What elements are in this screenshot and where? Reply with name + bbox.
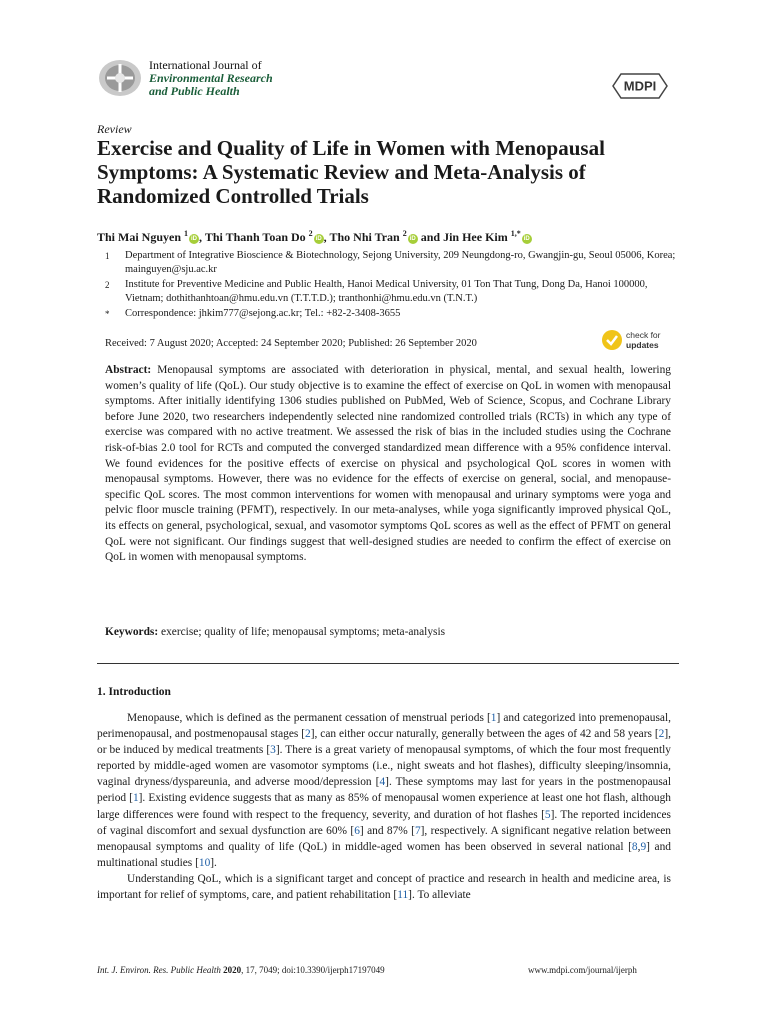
author-name[interactable]: Thi Thanh Toan Do [204, 230, 306, 244]
body-text: ], or be induced by medical treatments [ [97, 728, 672, 757]
correspondence [97, 307, 677, 321]
body-text: ]. There is a great variety of menopausal symptoms, of which the four most frequently reported by middle-aged women are vasomotor symptoms (i.e., night sweats and hot flashes), difficulty sleeping/insomnia, vaginal dryness/dyspareunia, and adverse mood/depression [ [97, 744, 671, 789]
check-for-updates-button[interactable] [600, 327, 672, 353]
section-divider [97, 663, 679, 664]
check-updates-line2: updates [626, 340, 659, 350]
abstract-text: Menopausal symptoms are associated with deterioration in physical, mental, and sexual health, lowering women’s quality of life (QoL). Our study objective is to examine the effect of exercise on QoL in women with menopausal symptoms. After initially identifying 1306 studies published on PubMed, Web of Science, Scopus, and Cochrane Library before June 2020, two researchers independently selected nine randomized controlled trials (RCTs) in which any type of exercise was compared with no active treatment. We assessed the risk of bias in the included studies using the Cochrane risk-of-bias 2.0 tool for RCTs and computed the converged standardized mean difference with a 95% confidence interval. We found evidences for the positive effects of exercise on physical and psychological QoL scores in women with menopausal symptoms. However, there was no evidence for the effects of exercise on general, social, and menopause-specific QoL scores. The most common interventions for women with menopausal and urinary symptoms were yoga and pelvic floor muscle training (PFMT), respectively. In our meta-analyses, while yoga significantly improved physical QoL, its effects on general, psychological, sexual, and vasomotor symptoms QoL scores as well as the effect of PFMT on general QoL were not significant. Our findings suggest that well-designed studies are needed to confirm the effect of exercise on QoL in women with menopausal symptoms. [105, 364, 671, 564]
footer-citation [97, 965, 385, 975]
introduction-paragraph-1 [97, 710, 671, 871]
citation-link[interactable]: 1 [490, 712, 497, 724]
author-name[interactable]: Tho Nhi Tran [329, 230, 400, 244]
citation-link[interactable]: 6 [354, 824, 360, 837]
body-text: ]. To alleviate [408, 889, 471, 902]
check-updates-line1: check for [626, 330, 661, 340]
publication-dates: Received: 7 August 2020; Accepted: 24 September 2020; Published: 26 September 2020 [105, 338, 477, 349]
author-name[interactable]: Thi Mai Nguyen [97, 230, 182, 244]
abstract-label: Abstract: [105, 364, 152, 376]
citation-link[interactable]: 4 [379, 776, 386, 789]
citation-link[interactable]: 7 [414, 824, 421, 837]
body-text: ] and multinational studies [ [97, 840, 672, 869]
citation-link[interactable]: 8 [631, 840, 638, 853]
mdpi-logo [611, 71, 669, 101]
citation-link[interactable]: 9 [640, 840, 647, 853]
body-text: ], can either occur naturally, generally between the ages of 42 and 58 years [ [310, 728, 659, 741]
author-affiliation-mark: 2 [402, 229, 407, 238]
body-text: ]. Existing evidence suggests that as many as 85% of menopausal women experience at least one hot flash, although large differences were found with respect to the frequency, severity, and duration of hot flashes [ [97, 792, 671, 821]
affiliation-text: Institute for Preventive Medicine and Public Health, Hanoi Medical University, 01 Ton That Tung, Dong Da, Hanoi 100000, Vietnam; dothithanhtoan@hmu.edu.vn (T.T.T.D.); tranthonhi@hmu.edu.vn (T.N.T.) [125, 279, 648, 304]
keywords [105, 626, 671, 638]
introduction-paragraph-2 [97, 871, 671, 903]
body-text: ]. [210, 856, 217, 869]
journal-name-line3: and Public Health [149, 84, 240, 98]
citation-link[interactable]: 10 [198, 856, 211, 869]
section-heading-introduction: 1. Introduction [97, 686, 171, 698]
citation-link[interactable]: 5 [544, 808, 551, 821]
article-title: Exercise and Quality of Life in Women with Menopausal Symptoms: A Systematic Review and Meta-Analysis of Randomized Controlled Trials [97, 136, 605, 208]
body-text: ]. The reported incidences of vaginal discomfort and sexual dysfunction are 60% [ [97, 808, 671, 837]
body-text: Menopause, which is defined as the permanent cessation of menstrual periods [ [127, 712, 491, 724]
citation-link[interactable]: 11 [397, 889, 409, 902]
body-text: ] and categorized into premenopausal, perimenopausal, and postmenopausal stages [ [97, 712, 672, 741]
citation-link[interactable]: 3 [270, 744, 276, 757]
citation-link[interactable]: 2 [658, 728, 665, 741]
affiliation-text: Correspondence: jhkim777@sejong.ac.kr; Tel.: +82-2-3408-3655 [125, 308, 401, 319]
author-affiliation-mark: 1,* [510, 229, 521, 238]
affiliation-mark: * [105, 309, 110, 319]
citation-link[interactable]: 1 [132, 792, 139, 805]
abstract [105, 363, 671, 566]
mdpi-logo-text: MDPI [623, 78, 657, 94]
journal-logo-icon [97, 58, 143, 98]
affiliation-mark: 2 [105, 280, 110, 290]
orcid-icon[interactable]: iD [523, 236, 530, 242]
body-text: , [637, 840, 641, 853]
orcid-icon[interactable]: iD [315, 236, 322, 242]
author-separator: and [420, 230, 441, 244]
citation-link[interactable]: 2 [305, 728, 311, 741]
orcid-icon[interactable]: iD [191, 236, 198, 242]
footer-journal-abbrev: Int. J. Environ. Res. Public Health [97, 965, 221, 975]
footer-volume-doi: , 17, 7049; doi:10.3390/ijerph17197049 [241, 965, 385, 975]
keywords-label: Keywords: [105, 626, 159, 638]
author-separator: , [199, 230, 203, 244]
author-separator: , [323, 230, 327, 244]
author-affiliation-mark: 2 [308, 229, 313, 238]
journal-name-line2: Environmental Research [149, 71, 273, 85]
body-text: ] and 87% [ [359, 824, 415, 837]
orcid-icon[interactable]: iD [409, 236, 416, 242]
body-text: ], respectively. A significant negative relation between menopausal symptoms and quality of life (QoL) in middle-aged women has been observed in several national [ [97, 824, 671, 853]
footer-journal-url[interactable]: www.mdpi.com/journal/ijerph [528, 965, 637, 975]
affiliation-mark: 1 [105, 251, 110, 261]
article-type: Review [97, 122, 132, 136]
affiliation-1 [97, 249, 677, 277]
journal-name-line1: International Journal of [149, 58, 262, 72]
body-text: ]. These symptoms may last for years in the postmenopausal period [ [97, 776, 671, 805]
keywords-text: exercise; quality of life; menopausal symptoms; meta-analysis [161, 626, 446, 638]
author-list [97, 229, 532, 245]
affiliation-text: Department of Integrative Bioscience & Biotechnology, Sejong University, 209 Neungdong-ro, Gwangjin-gu, Seoul 05006, Korea; mainguyen@sju.ac.kr [125, 250, 676, 275]
author-name[interactable]: Jin Hee Kim [443, 230, 508, 244]
journal-name [149, 59, 273, 98]
introduction-body [97, 710, 671, 903]
body-text: Understanding QoL, which is a significant target and concept of practice and research in health and medicine area, is important for relief of symptoms, care, and patient rehabilitation [ [97, 872, 671, 902]
affiliation-2 [97, 278, 677, 306]
author-affiliation-mark: 1 [184, 229, 189, 238]
footer-year: 2020 [223, 965, 242, 975]
